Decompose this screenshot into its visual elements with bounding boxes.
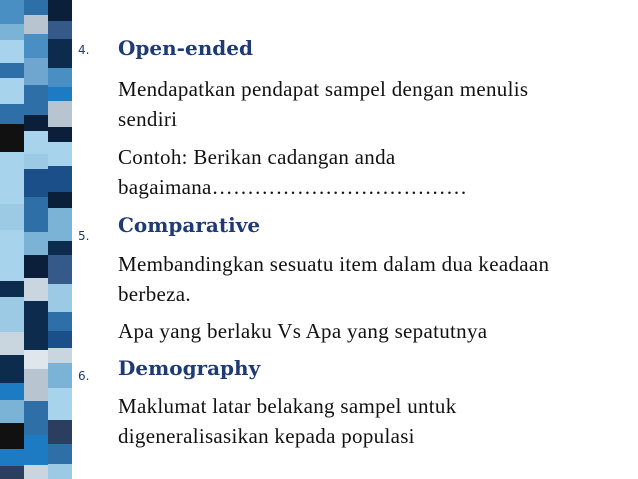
item-heading: Comparative xyxy=(118,213,261,237)
item-line: digeneralisasikan kepada populasi xyxy=(118,424,415,448)
item-heading: Demography xyxy=(118,356,261,380)
item-line: sendiri xyxy=(118,107,178,131)
item-number: 6. xyxy=(78,369,90,383)
item-line: Maklumat latar belakang sampel untuk xyxy=(118,394,457,418)
item-line: Apa yang berlaku Vs Apa yang sepatutnya xyxy=(118,319,488,343)
item-line: Membandingkan sesuatu item dalam dua keadaan xyxy=(118,252,550,276)
item-line: Contoh: Berikan cadangan anda xyxy=(118,145,396,169)
item-heading: Open-ended xyxy=(118,36,253,60)
item-line: berbeza. xyxy=(118,282,191,306)
item-number: 5. xyxy=(78,229,90,243)
item-number: 4. xyxy=(78,43,90,57)
item-line: bagaimana……………………………… xyxy=(118,175,468,199)
item-line: Mendapatkan pendapat sampel dengan menulis xyxy=(118,77,529,101)
